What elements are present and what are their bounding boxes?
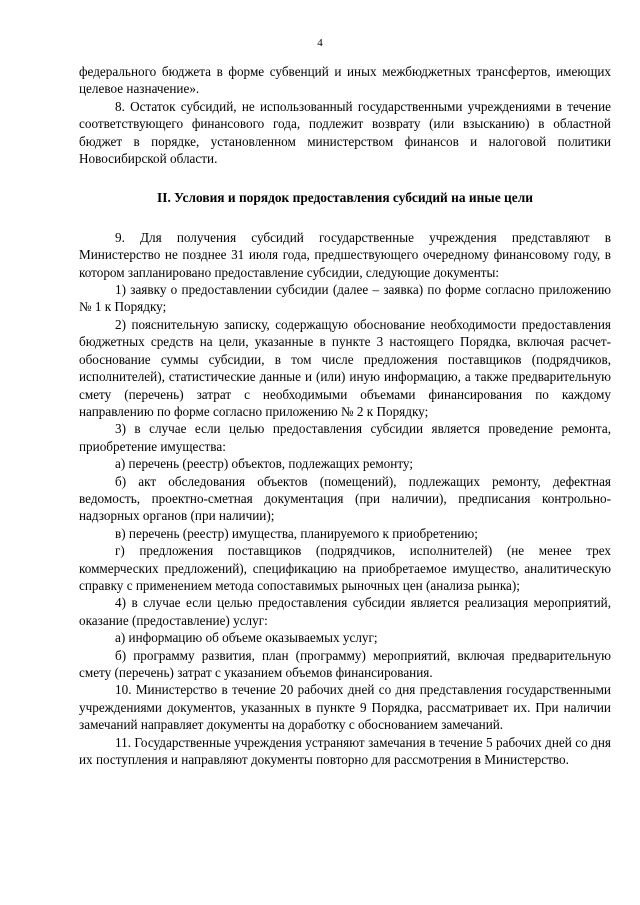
paragraph-item-10: 10. Министерство в течение 20 рабочих дней со дня представления государственными учреждениями документов, указанных в пункте 9 Порядка, рассматривает их. При наличии замечаний направляет документы на доработку с обоснованием замечаний. — [79, 682, 611, 733]
paragraph-item-9: 9. Для получения субсидий государственные учреждения представляют в Министерство не позднее 31 июля года, предшествующего очередному финансовому году, в котором запланировано предоставление субсидии, следующие документы: — [79, 229, 611, 280]
section-heading: II. Условия и порядок предоставления субсидий на иные цели — [157, 190, 533, 206]
paragraph-item-11: 11. Государственные учреждения устраняют замечания в течение 5 рабочих дней со дня их поступления и направляют документы повторно для рассмотрения в Министерство. — [79, 734, 611, 768]
paragraph-subitem-2: 2) пояснительную записку, содержащую обоснование необходимости предоставления бюджетных средств на цели, указанные в пункте 3 настоящего Порядка, включая расчет-обоснование суммы субсидии, в том числе предложения поставщиков (подрядчиков, исполнителей), статистические данные и (или) иную информацию, а также предварительную смету (перечень) затрат с необходимыми объемами финансирования по каждому направлению по форме согласно приложению № 2 к Порядку; — [79, 316, 611, 419]
paragraph-subitem-4a: а) информацию об объеме оказываемых услуг; — [115, 630, 378, 646]
paragraph-subitem-3g: г) предложения поставщиков (подрядчиков, исполнителей) (не менее трех коммерческих предложений), спецификацию на приобретаемое имущество, аналитическую справку с применением метода сопоставимых рыночных цен (анализа рынка); — [79, 543, 611, 593]
paragraph-continuation: федерального бюджета в форме субвенций и иных межбюджетных трансфертов, имеющих целевое назначение». — [79, 64, 611, 97]
paragraph-subitem-4b: б) программу развития, план (программу) мероприятий, включая предварительную смету (перечень) затрат с указанием объемов финансирования. — [79, 647, 611, 680]
paragraph-subitem-3a: а) перечень (реестр) объектов, подлежащих ремонту; — [115, 456, 413, 472]
paragraph-subitem-3v: в) перечень (реестр) имущества, планируемого к приобретению; — [115, 525, 478, 541]
paragraph-item-8: 8. Остаток субсидий, не использованный государственными учреждениями в течение соответствующего финансового года, подлежит возврату (или взысканию) в областной бюджет в порядке, установленном министерством финансов и налоговой политики Новосибирской области. — [79, 98, 611, 167]
paragraph-subitem-3: 3) в случае если целью предоставления субсидии является проведение ремонта, приобретение имущества: — [79, 421, 611, 454]
page-number: 4 — [317, 37, 323, 49]
paragraph-subitem-4: 4) в случае если целью предоставления субсидии является реализация мероприятий, оказание (предоставление) услуг: — [79, 595, 611, 628]
document-body — [79, 63, 611, 768]
paragraph-subitem-3b: б) акт обследования объектов (помещений), подлежащих ремонту, дефектная ведомость, проектно-сметная документация (при наличии), предписания контрольно-надзорных органов (при наличии); — [79, 473, 611, 524]
paragraph-subitem-1: 1) заявку о предоставлении субсидии (далее – заявка) по форме согласно приложению № 1 к Порядку; — [79, 282, 611, 315]
